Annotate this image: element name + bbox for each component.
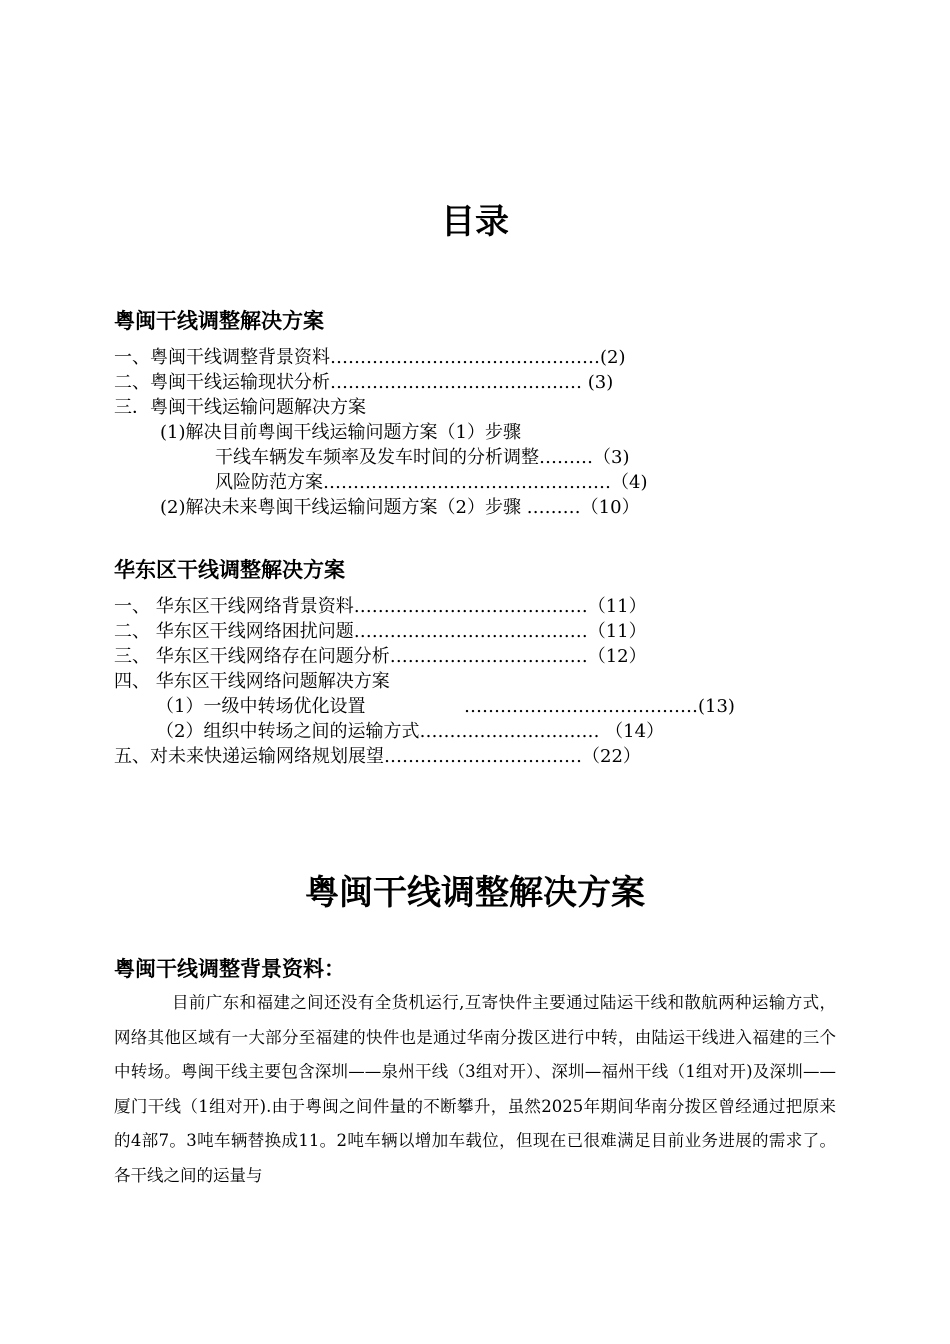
- body-paragraph: 目前广东和福建之间还没有全货机运行,互寄快件主要通过陆运干线和散航两种运输方式，网络其他区域有一大部分至福建的快件也是通过华南分拨区进行中转，由陆运干线进入福建的三个中转场。粤闽干线主要包含深圳——泉州干线（3组对开）、深圳—福州干线（1组对开)及深圳——厦门干线（1组对开).由于粤闽之间件量的不断攀升，虽然2025年期间华南分拨区曾经通过把原来的4部7。3吨车辆替换成11。2吨车辆以增加车载位，但现在已很难满足目前业务进展的需求了。各干线之间的运量与: [114, 993, 836, 1185]
- toc-section1-heading: 粤闽干线调整解决方案: [114, 308, 324, 333]
- toc-section2-heading: 华东区干线调整解决方案: [114, 557, 345, 582]
- toc-title: 目录: [441, 202, 509, 242]
- toc-entry: 三．粤闽干线运输问题解决方案: [114, 397, 366, 418]
- document-title: 粤闽干线调整解决方案: [305, 873, 645, 913]
- toc-entry: 一、 华东区干线网络背景资料…………………………………（11）: [114, 596, 647, 617]
- toc-entry: 四、 华东区干线网络问题解决方案: [114, 671, 390, 692]
- toc-entry: 二、粤闽干线运输现状分析…………………………………… (3): [114, 372, 614, 393]
- toc-entry: (2)解决未来粤闽干线运输问题方案（2）步骤 ………（10）: [160, 497, 640, 518]
- toc-entry: （2）组织中转场之间的运输方式………………………… （14）: [156, 721, 665, 742]
- toc-entry: 风险防范方案…………………………………………（4): [215, 472, 648, 493]
- toc-entry: 五、对未来快递运输网络规划展望……………………………（22）: [114, 746, 641, 767]
- toc-entry: 一、粤闽干线调整背景资料………………………………………(2): [114, 347, 626, 368]
- toc-entry: 干线车辆发车频率及发车时间的分析调整………（3): [215, 447, 630, 468]
- section-heading: 粤闽干线调整背景资料：: [114, 956, 345, 981]
- toc-entry: 三、 华东区干线网络存在问题分析……………………………（12）: [114, 646, 647, 667]
- toc-entry: 二、 华东区干线网络困扰问题…………………………………（11）: [114, 621, 647, 642]
- toc-entry: (1)解决目前粤闽干线运输问题方案（1）步骤: [160, 422, 521, 443]
- toc-entry: （1）一级中转场优化设置: [156, 696, 366, 717]
- toc-entry-leader: …………………………………(13): [464, 696, 735, 717]
